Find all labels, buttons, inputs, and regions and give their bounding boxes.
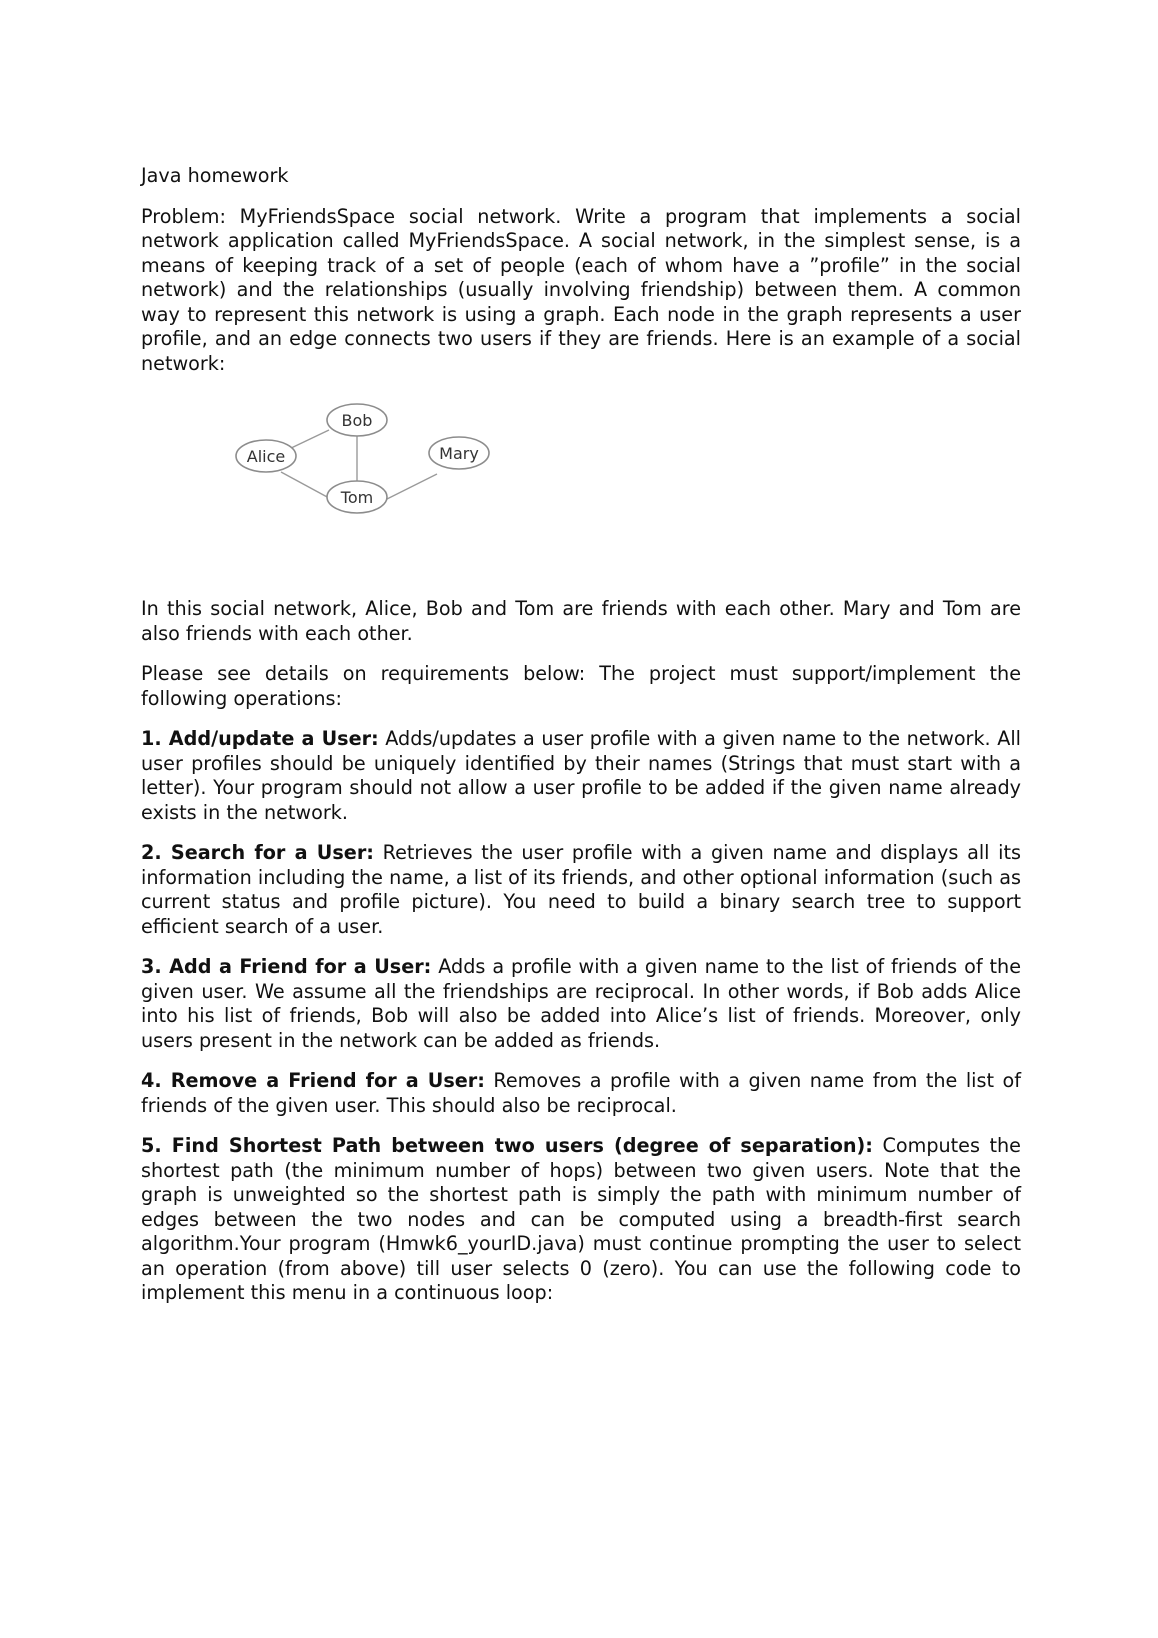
- node-tom: [327, 481, 387, 513]
- operation-text: Adds/updates a user profile with a given name to the network. All user profiles should be uniquely identified by their names (Strings that must start with a letter). Your program should not allow a user profile to be added if the given name already exists in the network.: [141, 727, 1021, 824]
- operation-heading: 3. Add a Friend for a User:: [141, 955, 432, 978]
- operation-heading: 2. Search for a User:: [141, 841, 374, 864]
- operation-text: Removes a profile with a given name from the list of friends of the given user. This should also be reciprocal.: [141, 1069, 1021, 1117]
- requirements-intro: Please see details on requirements below: The project must support/implement the following operations:: [141, 662, 1021, 710]
- document-content: [141, 164, 1021, 1322]
- social-network-figure: [141, 392, 1021, 577]
- edge-alice-tom: [281, 472, 329, 498]
- node-label-alice: Alice: [246, 447, 286, 466]
- node-label-tom: Tom: [340, 488, 374, 507]
- node-label-bob: Bob: [341, 411, 373, 430]
- node-alice: [236, 440, 296, 472]
- operation-item: [141, 841, 1021, 939]
- operation-heading: 4. Remove a Friend for a User:: [141, 1069, 485, 1092]
- intro-paragraph: Problem: MyFriendsSpace social network. Write a program that implements a social network application called MyFriendsSpace. A social network, in the simplest sense, is a means of keeping track of a set of people (each of whom have a ”profile” in the social network) and the relationships (usually involving friendship) between them. A common way to represent this network is using a graph. Each node in the graph represents a user profile, and an edge connects two users if they are friends. Here is an example of a social network:: [141, 204, 1021, 375]
- operation-heading: 1. Add/update a User:: [141, 727, 379, 750]
- document-title: Java homework: [141, 164, 289, 187]
- operation-text: Retrieves the user profile with a given name and displays all its information including the name, a list of its friends, and other optional information (such as current status and profile picture). You need to build a binary search tree to support efficient search of a user.: [141, 841, 1021, 938]
- after-graph-paragraph: In this social network, Alice, Bob and Tom are friends with each other. Mary and Tom are also friends with each other.: [141, 597, 1021, 645]
- node-label-mary: Mary: [439, 444, 479, 463]
- edge-tom-mary: [385, 474, 437, 500]
- operation-item: [141, 727, 1021, 825]
- node-mary: [429, 437, 489, 469]
- operation-item: [141, 955, 1021, 1053]
- operation-heading: 5. Find Shortest Path between two users (degree of separation):: [141, 1134, 873, 1157]
- edge-alice-bob: [287, 430, 329, 450]
- operation-text: Adds a profile with a given name to the list of friends of the given user. We assume all the friendships are reciprocal. In other words, if Bob adds Alice into his list of friends, Bob will also be added into Alice’s list of friends. Moreover, only users present in the network can be added as friends.: [141, 955, 1021, 1052]
- operation-text: Computes the shortest path (the minimum number of hops) between two given users. Note that the graph is unweighted so the shortest path is simply the path with minimum number of edges between the two nodes and can be computed using a breadth-first search algorithm.Your program (Hmwk6_yourID.java) must continue prompting the user to select an operation (from above) till user selects 0 (zero). You can use the following code to implement this menu in a continuous loop:: [141, 1134, 1021, 1304]
- node-bob: [327, 404, 387, 436]
- social-network-graph: [201, 392, 501, 577]
- operation-item: [141, 1069, 1021, 1118]
- operation-item: [141, 1134, 1021, 1306]
